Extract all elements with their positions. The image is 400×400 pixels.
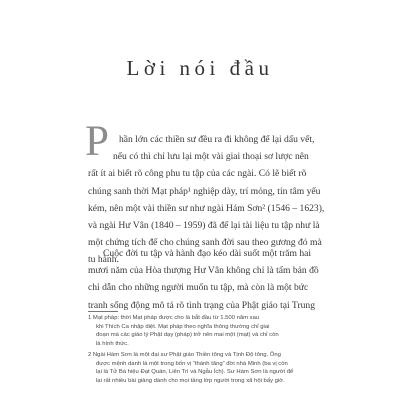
footnote-line: lại rất nhiều bài giảng dành cho mọi tầng lớp người trong xã hội bấy giờ. <box>96 377 285 384</box>
intro-paragraph-2 <box>88 245 358 314</box>
text-line: chỉ dẫn cho những người muốn tu tập, mà còn là một bức <box>88 282 309 294</box>
footnote-1 <box>88 314 360 348</box>
text-line: nếu có thì chỉ lưu lại một vài giai thoại sơ lược nên <box>113 151 309 163</box>
footnote-line: lại là Tử Bá hiệu Đạt Quán, Liên Trì và Ngẫu Ích). Sư Hám Sơn là người để <box>96 369 294 376</box>
page-title: Lời nói đầu <box>126 56 274 80</box>
footnote-line: là hình thức. <box>96 340 129 347</box>
text-line: mươi năm của Hòa thượng Hư Vân không chỉ là tấm bản đồ <box>88 265 319 277</box>
footnote-divider <box>88 311 118 312</box>
text-line: hần lớn các thiền sư đều ra đi không để lại dấu vết, <box>119 134 315 145</box>
text-line: một chứng tích để cho chúng sanh đời sau theo gương đó mà <box>88 237 322 249</box>
text-line: Cuộc đời tu tập và hành đạo kéo dài suốt một trăm hai <box>103 248 312 259</box>
text-line: rất ít ai biết rõ công phu tu tập của các ngài. Có lẽ biết rõ <box>88 168 307 180</box>
drop-cap-letter: P <box>85 118 109 165</box>
footnote-line: 1 Mạt pháp: thời Mạt pháp được cho là bắt đầu từ 1.500 năm sau <box>88 315 260 321</box>
text-line: tu hành. <box>88 254 119 266</box>
text-line: kém, nên một vài thiền sư như ngài Hám Sơn² (1546 – 1623), <box>88 202 325 214</box>
footnote-line: được mệnh danh là một trong bốn vị “thánh tăng” đời nhà Minh (ba vị còn <box>96 360 288 367</box>
text-line: chúng sanh thời Mạt pháp¹ nghiệp dày, trí mỏng, tín tâm yếu <box>88 185 321 197</box>
text-line: và ngài Hư Vân (1840 – 1959) đã để lại tài liệu tu tập như là <box>88 219 320 231</box>
footnote-line: đoạn mà các giáo lý Phật dạy (pháp) trở nên mai một (mạt) và chỉ còn <box>96 332 279 339</box>
footnote-line: khi Thích Ca nhập diệt. Mạt pháp theo nghĩa thông thường chỉ giai <box>96 323 270 330</box>
footnote-line: 2 Ngài Hám Sơn là một đại sư Phật giáo Thiền tông và Tịnh Độ tông. Ông <box>88 352 281 358</box>
text-line: tranh sống động mô tả rõ tình trạng của Phật giáo tại Trung <box>88 299 316 311</box>
footnote-2 <box>88 351 360 385</box>
